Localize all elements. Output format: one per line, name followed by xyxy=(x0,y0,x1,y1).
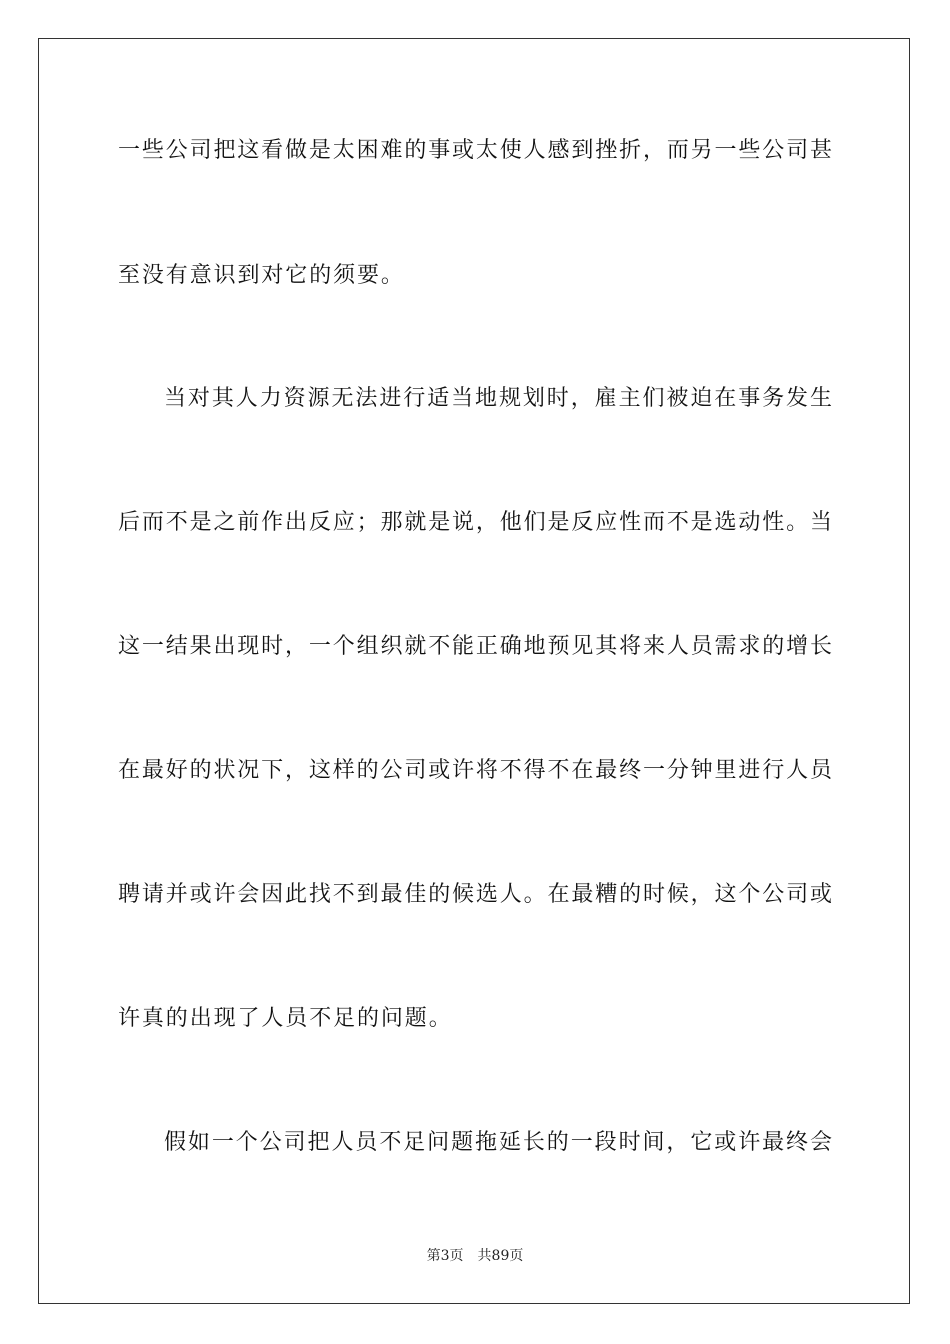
page-total: 共89页 xyxy=(477,1248,524,1264)
paragraph-line: 一些公司把这看做是太困难的事或太使人感到挫折，而另一些公司甚 xyxy=(118,138,832,163)
page-footer xyxy=(0,1246,950,1266)
paragraph-line: 聘请并或许会因此找不到最佳的候选人。在最糟的时候，这个公司或 xyxy=(118,882,832,907)
page-number: 第3页 xyxy=(426,1248,464,1264)
paragraph-line: 后而不是之前作出反应；那就是说，他们是反应性而不是选动性。当 xyxy=(118,510,832,535)
paragraph-line: 至没有意识到对它的须要。 xyxy=(118,263,405,288)
paragraph-line: 当对其人力资源无法进行适当地规划时，雇主们被迫在事务发生 xyxy=(164,386,832,411)
paragraph-line: 假如一个公司把人员不足问题拖延长的一段时间，它或许最终会 xyxy=(164,1130,832,1155)
paragraph-line: 这一结果出现时，一个组织就不能正确地预见其将来人员需求的增长 xyxy=(118,634,832,659)
paragraph-line: 在最好的状况下，这样的公司或许将不得不在最终一分钟里进行人员 xyxy=(118,758,832,783)
paragraph-line: 许真的出现了人员不足的问题。 xyxy=(118,1006,453,1031)
page-border xyxy=(38,38,910,1304)
